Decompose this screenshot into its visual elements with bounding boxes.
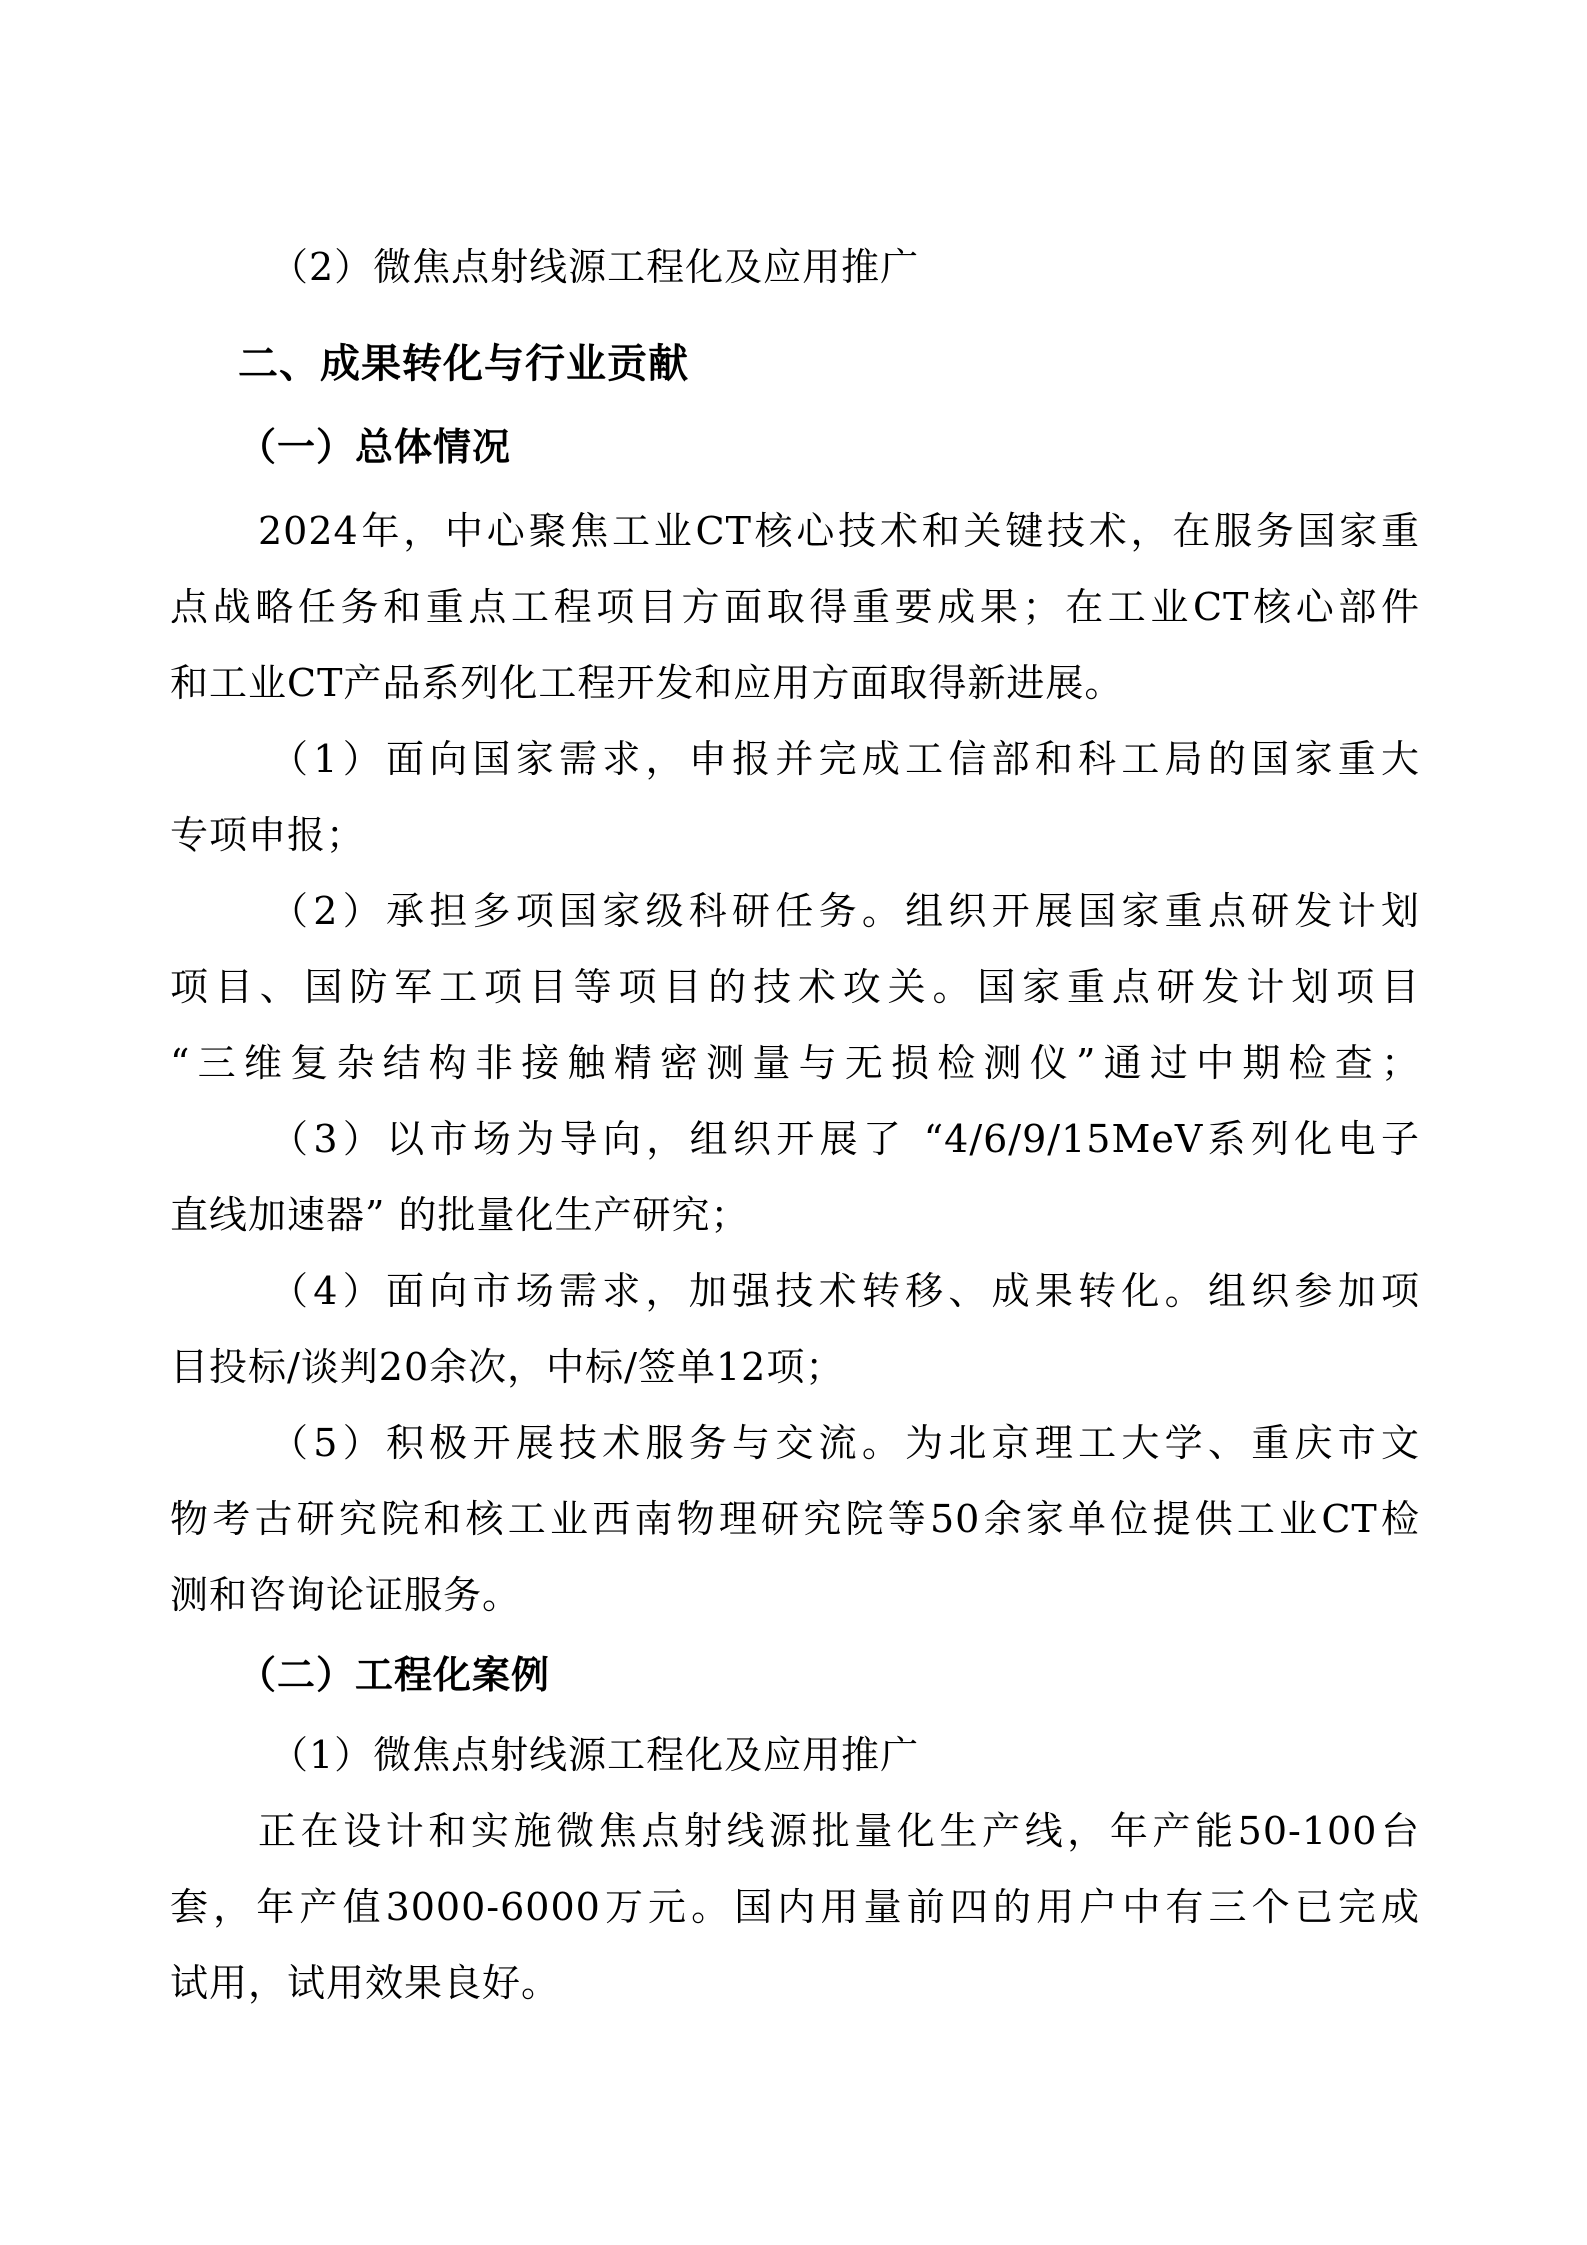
item3-line-1: （3）以市场为导向，组织开展了 “4/6/9/15MeV系列化电子 [270, 1117, 1420, 1161]
item2-line-1: （2）承担多项国家级科研任务。组织开展国家重点研发计划 [270, 889, 1420, 933]
subsection-title-overview: （一）总体情况 [238, 424, 512, 469]
overview-line-1: 2024年，中心聚焦工业CT核心技术和关键技术，在服务国家重 [258, 509, 1420, 553]
case1-line-1: 正在设计和实施微焦点射线源批量化生产线，年产能50-100台 [258, 1809, 1420, 1853]
top-item-text: （2）微焦点射线源工程化及应用推广 [270, 245, 920, 289]
case1-line-3: 试用，试用效果良好。 [170, 1961, 561, 2005]
overview-line-2: 点战略任务和重点工程项目方面取得重要成果；在工业CT核心部件 [170, 585, 1420, 629]
item4-line-1: （4）面向市场需求，加强技术转移、成果转化。组织参加项 [270, 1269, 1420, 1313]
case1-title: （1）微焦点射线源工程化及应用推广 [270, 1733, 920, 1777]
subsection-title-cases: （二）工程化案例 [238, 1652, 551, 1697]
case1-line-2: 套，年产值3000-6000万元。国内用量前四的用户中有三个已完成 [170, 1885, 1420, 1929]
item3-line-2: 直线加速器” 的批量化生产研究； [170, 1193, 750, 1237]
item2-line-3: “三维复杂结构非接触精密测量与无损检测仪”通过中期检查； [170, 1041, 1420, 1085]
section-title: 二、成果转化与行业贡献 [238, 341, 689, 387]
item1-line-1: （1）面向国家需求，申报并完成工信部和科工局的国家重大 [270, 737, 1420, 781]
item5-line-2: 物考古研究院和核工业西南物理研究院等50余家单位提供工业CT检 [170, 1497, 1420, 1541]
item2-line-2: 项目、国防军工项目等项目的技术攻关。国家重点研发计划项目 [170, 965, 1420, 1009]
item1-line-2: 专项申报； [170, 813, 366, 857]
item5-line-1: （5）积极开展技术服务与交流。为北京理工大学、重庆市文 [270, 1421, 1420, 1465]
item5-line-3: 测和咨询论证服务。 [170, 1573, 522, 1617]
item4-line-2: 目投标/谈判20余次，中标/签单12项； [170, 1345, 845, 1389]
overview-line-3: 和工业CT产品系列化工程开发和应用方面取得新进展。 [170, 661, 1124, 705]
